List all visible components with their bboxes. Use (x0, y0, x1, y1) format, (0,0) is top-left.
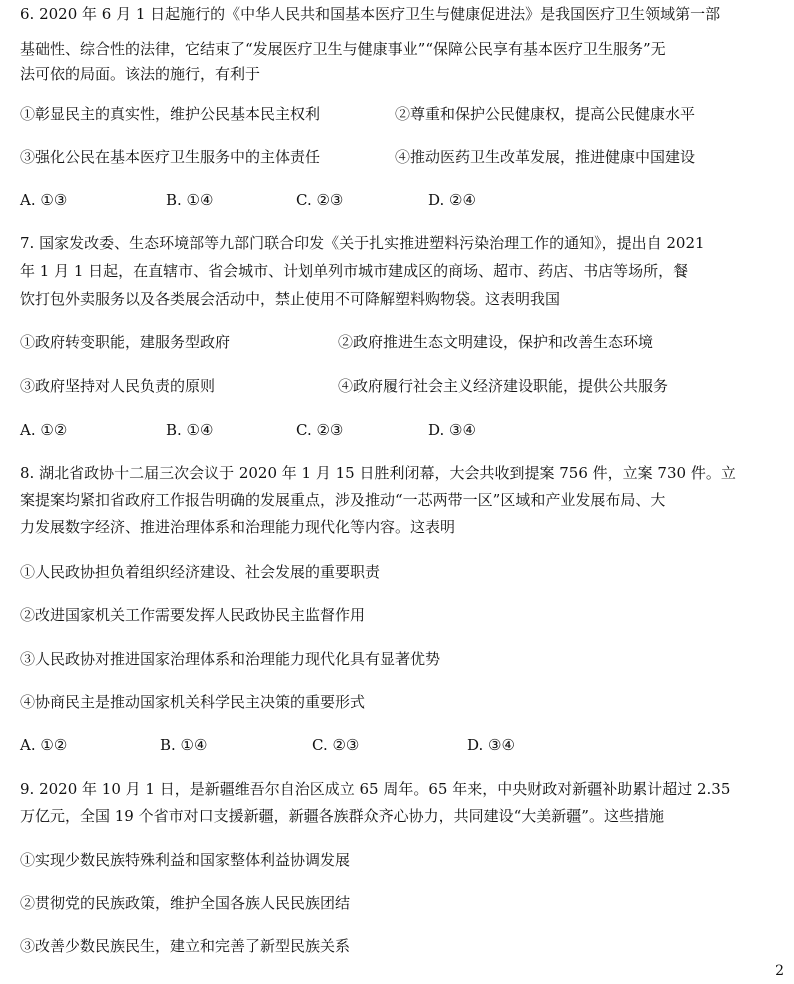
q8-stem-line-1: 8. 湖北省政协十二届三次会议于 2020 年 1 月 15 日胜利闭幕，大会共收到提案 756 件，立案 730 件。立 (20, 464, 736, 482)
q7-stem-line-2: 年 1 月 1 日起，在直辖市、省会城市、计划单列市城市建成区的商场、超市、药店、书店等场所，餐 (20, 262, 689, 280)
q8-stem-line-3: 力发展数字经济、推进治理体系和治理能力现代化等内容。这表明 (20, 518, 456, 536)
q8-item-1: ①人民政协担负着组织经济建设、社会发展的重要职责 (20, 563, 381, 581)
q6-choice-c[interactable]: C. ②③ (296, 191, 344, 209)
q6-item-4: ④推动医药卫生改革发展，推进健康中国建设 (395, 148, 696, 166)
q6-choice-a[interactable]: A. ①③ (20, 191, 68, 209)
q6-choice-b[interactable]: B. ①④ (166, 191, 214, 209)
page-number: 2 (775, 963, 784, 979)
q6-stem-line-3: 法可依的局面。该法的施行，有利于 (20, 65, 261, 83)
q6-stem-line-1: 6. 2020 年 6 月 1 日起施行的《中华人民共和国基本医疗卫生与健康促进法》是我国医疗卫生领域第一部 (20, 5, 721, 23)
q6-item-3: ③强化公民在基本医疗卫生服务中的主体责任 (20, 148, 321, 166)
q7-item-3: ③政府坚持对人民负责的原则 (20, 377, 216, 395)
q6-choice-d[interactable]: D. ②④ (428, 191, 476, 209)
q6-item-1: ①彰显民主的真实性，维护公民基本民主权利 (20, 105, 321, 123)
q8-choice-b[interactable]: B. ①④ (160, 736, 208, 754)
q9-stem-line-2: 万亿元，全国 19 个省市对口支援新疆，新疆各族群众齐心协力，共同建设“大美新疆”。这些措施 (20, 807, 664, 825)
q8-item-3: ③人民政协对推进国家治理体系和治理能力现代化具有显著优势 (20, 650, 441, 668)
q8-choice-c[interactable]: C. ②③ (312, 736, 360, 754)
q8-choice-d[interactable]: D. ③④ (467, 736, 515, 754)
q7-stem-line-1: 7. 国家发改委、生态环境部等九部门联合印发《关于扎实推进塑料污染治理工作的通知》，提出自 2021 (20, 234, 705, 252)
q7-item-2: ②政府推进生态文明建设，保护和改善生态环境 (338, 333, 654, 351)
q9-item-2: ②贯彻党的民族政策，维护全国各族人民民族团结 (20, 894, 351, 912)
q7-choice-c[interactable]: C. ②③ (296, 421, 344, 439)
q8-choice-a[interactable]: A. ①② (20, 736, 68, 754)
q6-stem-line-2: 基础性、综合性的法律，它结束了“发展医疗卫生与健康事业”“保障公民享有基本医疗卫生服务”无 (20, 40, 666, 58)
q8-item-4: ④协商民主是推动国家机关科学民主决策的重要形式 (20, 693, 366, 711)
q7-choice-a[interactable]: A. ①② (20, 421, 68, 439)
q8-stem-line-2: 案提案均紧扣省政府工作报告明确的发展重点，涉及推动“一芯两带一区”区域和产业发展布局、大 (20, 491, 666, 509)
q7-choice-d[interactable]: D. ③④ (428, 421, 476, 439)
q7-choice-b[interactable]: B. ①④ (166, 421, 214, 439)
q7-item-1: ①政府转变职能，建服务型政府 (20, 333, 231, 351)
q9-stem-line-1: 9. 2020 年 10 月 1 日，是新疆维吾尔自治区成立 65 周年。65 年来，中央财政对新疆补助累计超过 2.35 (20, 780, 731, 798)
q9-item-1: ①实现少数民族特殊利益和国家整体利益协调发展 (20, 851, 351, 869)
q9-item-3: ③改善少数民族民生，建立和完善了新型民族关系 (20, 937, 351, 955)
q7-stem-line-3: 饮打包外卖服务以及各类展会活动中，禁止使用不可降解塑料购物袋。这表明我国 (20, 290, 561, 308)
q8-item-2: ②改进国家机关工作需要发挥人民政协民主监督作用 (20, 606, 366, 624)
q7-item-4: ④政府履行社会主义经济建设职能，提供公共服务 (338, 377, 669, 395)
q6-item-2: ②尊重和保护公民健康权，提高公民健康水平 (395, 105, 696, 123)
